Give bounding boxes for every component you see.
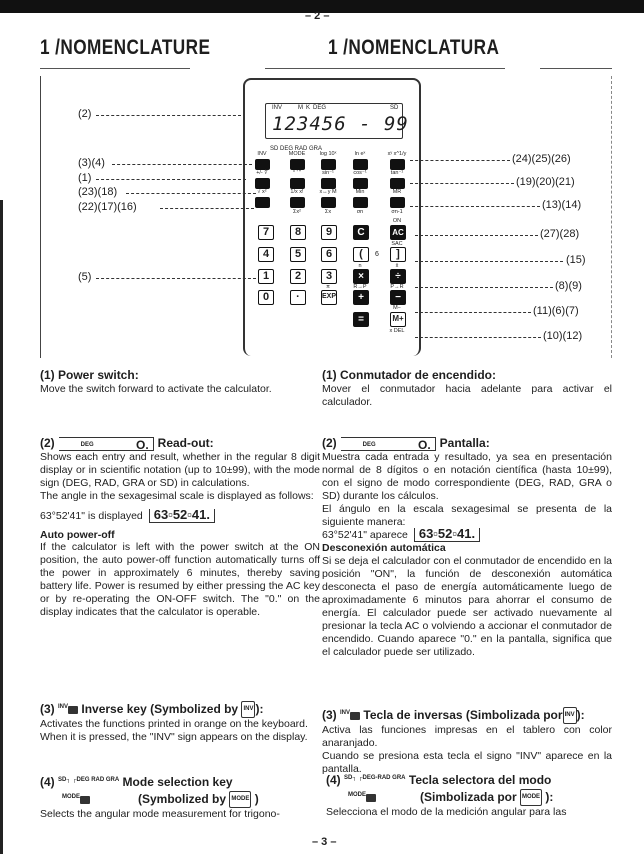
body: Activa las funciones impresas en el tablero con color anaranjado. bbox=[322, 724, 612, 750]
key-7: 7 bbox=[258, 225, 274, 240]
page-number-top: – 2 – bbox=[305, 10, 330, 22]
key-label: sin⁻¹ bbox=[322, 170, 334, 176]
mode-symbol-icon: MODE bbox=[229, 791, 251, 808]
key-1: 1 bbox=[258, 269, 274, 284]
swap-key bbox=[321, 197, 336, 208]
heading: Mode selection key bbox=[122, 775, 233, 789]
body: Si se deja el calculador con el conmutador de encendido en la posición "ON", la función de desconexión automática desconecta el paso de energía automáticamente luego de aproximadamente 6 minutos para ahorrar el consumo de energía. El calculador puede ser activado nuevamente al presionar la tecla AC o volviendo a accionar el conmutador de encendido. Cuando aparece "0." en la pantalla, significa que el calculador puede ser utilizado. bbox=[322, 555, 612, 658]
reciprocal-key bbox=[290, 197, 305, 208]
cos-key bbox=[353, 178, 368, 189]
readout-mode: DEG bbox=[362, 441, 376, 448]
inv-symbol-icon: INV bbox=[241, 701, 255, 718]
callout: (3)(4) bbox=[78, 157, 105, 169]
heading: Read-out: bbox=[157, 436, 214, 450]
subheading: Auto power-off bbox=[40, 528, 115, 541]
leader-line bbox=[415, 312, 531, 313]
sign-key bbox=[255, 178, 270, 189]
key-open-paren: ( bbox=[353, 247, 369, 262]
key-note-mminus: M− bbox=[393, 305, 401, 311]
leader-line bbox=[410, 206, 540, 207]
key-note-xbar: x̄ bbox=[395, 263, 399, 269]
tan-key bbox=[390, 178, 405, 189]
section-mode-key-en bbox=[40, 773, 320, 821]
inv-key-label: INV bbox=[340, 710, 351, 716]
callout: (24)(25)(26) bbox=[512, 153, 571, 165]
key-note-sac: SAC bbox=[391, 241, 403, 247]
section-inverse-key-es bbox=[322, 706, 612, 776]
body: El ángulo en la escala sexagesimal se presenta de la siguiente manera: bbox=[322, 502, 612, 528]
key-label: tan⁻¹ bbox=[390, 170, 404, 176]
heading: (Simbolizada por bbox=[420, 790, 517, 804]
leader-line bbox=[415, 235, 538, 236]
key-label: x↔y M bbox=[319, 189, 337, 195]
example-display: 63▫52▫41. bbox=[149, 509, 215, 523]
body: Activates the functions printed in orange on the keyboard. bbox=[40, 718, 308, 731]
callout: (5) bbox=[78, 271, 92, 283]
callout: (10)(12) bbox=[543, 330, 583, 342]
heading: Inverse key (Symbolized by bbox=[81, 702, 239, 716]
punct: ) bbox=[254, 792, 259, 806]
readout-symbol bbox=[59, 437, 154, 451]
leader-line bbox=[96, 179, 246, 180]
mode-symbol-icon: MODE bbox=[520, 789, 542, 806]
body: Selecciona el modo de la medición angular para las bbox=[326, 806, 567, 819]
mode-key-icon bbox=[366, 794, 376, 802]
example-display: 63▫52▫41. bbox=[414, 528, 480, 542]
ln-key bbox=[353, 159, 368, 170]
callout: (22)(17)(16) bbox=[78, 201, 137, 213]
key-label: INV bbox=[257, 151, 267, 157]
inv-key-label: INV bbox=[58, 704, 69, 710]
body: Move the switch forward to activate the calculator. bbox=[40, 383, 272, 395]
display-digits: 123456 - 99 bbox=[272, 113, 409, 135]
body: If the calculator is left with the power switch at the ON position, the auto power-off function automatically turns off the power in approximately 6 minutes, thereby saving battery life. Power is resumed by either pressing the AC key or by re-operating the ON-OFF switch. The "0." on the display indicates that the calculator is operable. bbox=[40, 541, 320, 618]
key-0: 0 bbox=[258, 290, 274, 305]
body: The angle in the sexagesimal scale is displayed as follows: bbox=[40, 489, 314, 502]
key-3: 3 bbox=[321, 269, 337, 284]
leader-line bbox=[415, 337, 541, 338]
callout: (2) bbox=[78, 108, 92, 120]
inv-symbol-icon: INV bbox=[563, 707, 577, 724]
body: Mover el conmutador hacia adelante para activar el calculador. bbox=[322, 383, 612, 408]
key-divide: ÷ bbox=[390, 269, 406, 284]
key-label: Min bbox=[355, 189, 365, 195]
key-m-plus: M+ bbox=[390, 312, 406, 327]
key-note: 6 bbox=[375, 251, 379, 258]
key-note-pr: P→R bbox=[390, 284, 404, 290]
scan-edge-left bbox=[0, 200, 3, 854]
key-sublabel: Σx² bbox=[293, 209, 301, 215]
body: Selects the angular mode measurement for trigono- bbox=[40, 808, 280, 821]
indicator-m: M bbox=[298, 105, 303, 111]
heading: (1) Power switch: bbox=[40, 368, 139, 382]
rule bbox=[265, 68, 505, 69]
body: When it is pressed, the "INV" sign appears on the display. bbox=[40, 731, 308, 744]
section-mode-key-es bbox=[326, 771, 612, 819]
inv-key-icon bbox=[350, 712, 360, 720]
leader-line bbox=[96, 115, 241, 116]
key-label: log 10ˣ bbox=[319, 151, 337, 157]
readout-value: O. bbox=[418, 437, 431, 452]
power-key bbox=[390, 159, 405, 170]
item-number: (3) bbox=[40, 702, 55, 716]
punct: ): bbox=[545, 790, 554, 804]
section-readout-en bbox=[40, 436, 320, 619]
mode-labels: SD┐ ┌DEG-RAD GRA bbox=[344, 775, 406, 781]
sqrt-key bbox=[255, 197, 270, 208]
key-6: 6 bbox=[321, 247, 337, 262]
key-8: 8 bbox=[290, 225, 306, 240]
leader-line bbox=[160, 208, 254, 209]
readout-symbol bbox=[341, 437, 436, 451]
callout: (8)(9) bbox=[555, 280, 582, 292]
key-note-on: ON bbox=[392, 218, 402, 224]
heading: (Symbolized by bbox=[138, 792, 227, 806]
key-multiply: × bbox=[353, 269, 369, 284]
mode-key-icon bbox=[80, 796, 90, 804]
min-key bbox=[353, 197, 368, 208]
leader-line bbox=[112, 164, 252, 165]
callout: (27)(28) bbox=[540, 228, 580, 240]
key-note-rp: R→P bbox=[353, 284, 367, 290]
heading: (1) Conmutador de encendido: bbox=[322, 368, 496, 382]
section-readout-es bbox=[322, 436, 612, 659]
key-label: ln eˣ bbox=[354, 151, 366, 157]
key-sublabel: σn-1 bbox=[391, 209, 403, 215]
leader-line bbox=[415, 287, 553, 288]
punct: ): bbox=[255, 702, 264, 716]
leader-line bbox=[415, 261, 563, 262]
indicator-deg: DEG bbox=[313, 105, 327, 111]
heading: Tecla de inversas (Simbolizada por bbox=[363, 708, 563, 722]
inv-key bbox=[255, 159, 270, 170]
key-equals: = bbox=[353, 312, 369, 327]
key-label: cos⁻¹ bbox=[353, 170, 367, 176]
body: Shows each entry and result, whether in the regular 8 digit display or in scientific notation (up to 10±99), with the mode sign (DEG, RAD, GRA or SD) in calculations. bbox=[40, 451, 320, 489]
key-sublabel: Σx bbox=[324, 209, 332, 215]
indicator-sd: SD bbox=[390, 105, 399, 111]
key-label: √ x² bbox=[257, 189, 267, 195]
inv-key-icon bbox=[68, 706, 78, 714]
log-key bbox=[321, 159, 336, 170]
callout: (1) bbox=[78, 172, 92, 184]
key-exp: EXP bbox=[321, 290, 337, 305]
callout: (11)(6)(7) bbox=[533, 305, 579, 317]
leader-line bbox=[410, 160, 510, 161]
body: Muestra cada entrada y resultado, ya sea en presentación normal de 8 dígitos o en notación científica (hasta 10±99), con el signo de modo correspondiente (DEG, RAD, GRA o SD) durante los cálculos. bbox=[322, 451, 612, 502]
section-inverse-key-en bbox=[40, 700, 320, 744]
rule bbox=[540, 68, 612, 69]
title-es: 1 /NOMENCLATURA bbox=[328, 36, 500, 59]
key-plus: + bbox=[353, 290, 369, 305]
key-4: 4 bbox=[258, 247, 274, 262]
deg-key bbox=[290, 178, 305, 189]
example-text: 63°52'41" aparece bbox=[322, 529, 408, 542]
item-number: (4) bbox=[40, 775, 55, 789]
key-9: 9 bbox=[321, 225, 337, 240]
indicator-k: K bbox=[306, 105, 311, 111]
leader-line bbox=[410, 183, 514, 184]
key-5: 5 bbox=[290, 247, 306, 262]
subheading: Desconexión automática bbox=[322, 542, 446, 555]
readout-mode: DEG bbox=[80, 441, 94, 448]
item-number: (2) bbox=[322, 436, 337, 450]
key-note-pi: π bbox=[326, 284, 330, 290]
key-label: MR bbox=[392, 189, 402, 195]
item-number: (2) bbox=[40, 436, 55, 450]
sin-key bbox=[321, 178, 336, 189]
section-power-switch-es bbox=[322, 368, 612, 409]
callout: (19)(20)(21) bbox=[516, 176, 575, 188]
section-power-switch-en bbox=[40, 368, 320, 396]
key-minus: − bbox=[390, 290, 406, 305]
heading: Tecla selectora del modo bbox=[408, 773, 552, 787]
example-text: 63°52'41" is displayed bbox=[40, 509, 143, 522]
key-label: 1/x x! bbox=[290, 189, 304, 195]
key-c: C bbox=[353, 225, 369, 240]
rule bbox=[40, 68, 190, 69]
punct: ): bbox=[576, 708, 585, 722]
mode-key bbox=[290, 159, 305, 170]
key-sublabel: σn bbox=[356, 209, 364, 215]
indicator-inv: INV bbox=[272, 105, 283, 111]
item-number: (4) bbox=[326, 773, 341, 787]
key-decimal: · bbox=[290, 290, 306, 305]
page-number-bottom: – 3 – bbox=[312, 836, 337, 848]
title-en: 1 /NOMENCLATURE bbox=[40, 36, 211, 59]
key-close-paren: ] bbox=[390, 247, 406, 262]
mode-labels: SD DEG RAD GRA bbox=[270, 146, 323, 152]
callout: (15) bbox=[566, 254, 586, 266]
mode-labels: SD┐ ┌DEG RAD GRA bbox=[58, 777, 120, 783]
key-label: MODE bbox=[288, 151, 306, 157]
mode-key-label: MODE bbox=[348, 792, 366, 798]
mr-key bbox=[390, 197, 405, 208]
key-ac: AC bbox=[390, 225, 406, 240]
key-note-n: n bbox=[358, 263, 362, 269]
key-label: ° ' " bbox=[292, 170, 302, 176]
mode-key-label: MODE bbox=[62, 794, 80, 800]
key-label: +/- ∛ bbox=[256, 170, 268, 176]
key-2: 2 bbox=[290, 269, 306, 284]
readout-value: O. bbox=[136, 437, 149, 452]
callout: (23)(18) bbox=[78, 186, 118, 198]
leader-line bbox=[126, 193, 256, 194]
body: Cuando se presiona esta tecla el signo "INV" aparece en la pantalla. bbox=[322, 750, 612, 776]
item-number: (3) bbox=[322, 708, 337, 722]
heading: Pantalla: bbox=[439, 436, 490, 450]
key-label: xʸ x^1/y bbox=[387, 151, 407, 157]
callout: (13)(14) bbox=[542, 199, 582, 211]
leader-line bbox=[96, 278, 256, 279]
key-note-xdel: x DEL bbox=[389, 328, 405, 334]
